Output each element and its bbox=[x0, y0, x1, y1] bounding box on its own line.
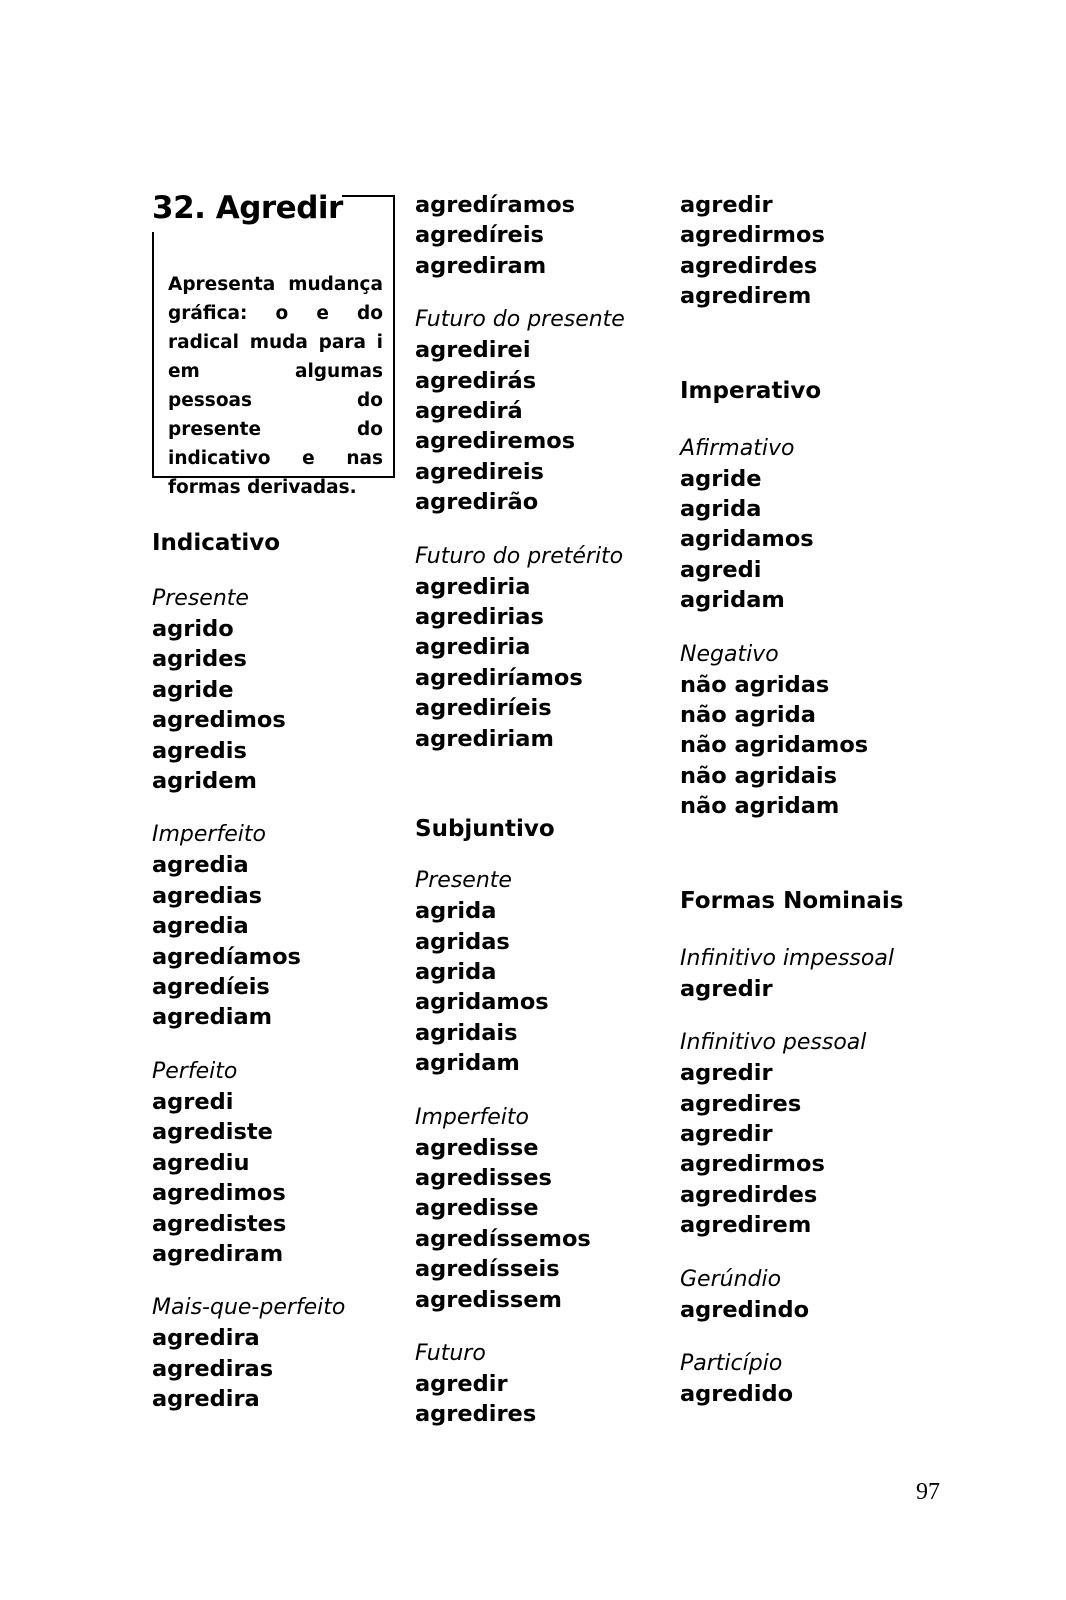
conjugated-form: agredires bbox=[415, 1401, 537, 1428]
conjugated-form: agredíeis bbox=[152, 974, 270, 1001]
conjugated-form: agride bbox=[680, 465, 762, 492]
tense-label: Presente bbox=[152, 586, 249, 611]
conjugated-form: agredirmos bbox=[680, 1151, 825, 1178]
tense-group-imperativo-afirmativo bbox=[680, 434, 980, 616]
conjugated-form: agredia bbox=[152, 852, 249, 879]
conjugation-list bbox=[415, 572, 655, 754]
conjugated-form: agridamos bbox=[415, 989, 549, 1016]
section-heading-subjuntivo: Subjuntivo bbox=[415, 816, 555, 843]
conjugated-form: agridam bbox=[415, 1050, 520, 1077]
conjugated-form: agredíssemos bbox=[415, 1225, 591, 1252]
conjugation-list bbox=[152, 850, 397, 1032]
conjugated-form: agredisse bbox=[415, 1195, 539, 1222]
section-heading-indicativo: Indicativo bbox=[152, 530, 281, 556]
conjugated-form: agrediste bbox=[152, 1119, 273, 1146]
conjugated-form: agredísseis bbox=[415, 1256, 560, 1283]
tense-label: Imperfeito bbox=[415, 1104, 529, 1130]
verb-title: 32. Agredir bbox=[152, 190, 343, 226]
conjugated-form: não agridas bbox=[680, 671, 830, 698]
conjugated-form: agredirá bbox=[415, 398, 523, 425]
tense-label: Futuro do pretérito bbox=[415, 543, 624, 569]
conjugated-form: agridamos bbox=[680, 526, 814, 553]
conjugated-form: agredíamos bbox=[152, 943, 301, 970]
conjugation-list bbox=[152, 1323, 397, 1414]
tense-group-subjuntivo-futuro bbox=[415, 1339, 655, 1430]
conjugated-form: agredir bbox=[680, 192, 773, 218]
conjugated-form: agredirão bbox=[415, 489, 539, 516]
section-heading-imperativo: Imperativo bbox=[680, 377, 822, 404]
conjugated-form: agredira bbox=[152, 1325, 260, 1352]
conjugated-form: agredir bbox=[415, 1370, 508, 1397]
tense-group-indicativo-imperfeito bbox=[152, 820, 397, 1032]
conjugation-list bbox=[680, 1058, 980, 1240]
conjugated-form: agredirias bbox=[415, 604, 544, 631]
conjugated-form: não agridais bbox=[680, 762, 837, 789]
tense-label: Perfeito bbox=[152, 1058, 238, 1084]
tense-label: Imperfeito bbox=[152, 822, 266, 848]
conjugated-form: agredirás bbox=[415, 367, 537, 394]
conjugated-form: agredia bbox=[152, 913, 249, 940]
conjugated-form: agredistes bbox=[152, 1210, 287, 1237]
tense-label: Particípio bbox=[680, 1350, 783, 1376]
tense-group-indicativo-presente bbox=[152, 584, 397, 796]
conjugated-form: agredires bbox=[680, 1090, 802, 1117]
tense-group-futuro-do-preterito bbox=[415, 542, 655, 754]
conjugated-form: agredis bbox=[152, 737, 247, 764]
conjugated-form: não agrida bbox=[680, 702, 816, 729]
conjugated-form: agredido bbox=[680, 1380, 794, 1407]
conjugated-form: agredíreis bbox=[415, 222, 544, 249]
column-3 bbox=[680, 190, 980, 1433]
conjugated-form: agrediram bbox=[152, 1240, 284, 1267]
conjugated-form: agrediríamos bbox=[415, 664, 583, 691]
frame-line bbox=[152, 232, 154, 478]
frame-line bbox=[393, 195, 395, 478]
conjugated-form: agredirmos bbox=[680, 222, 825, 249]
conjugation-list bbox=[152, 1087, 397, 1269]
column-1 bbox=[152, 190, 397, 1439]
conjugation-list bbox=[680, 190, 980, 312]
conjugated-form: agredirdes bbox=[680, 252, 818, 279]
tense-group-futuro-do-presente bbox=[415, 305, 655, 517]
tense-group-subjuntivo-presente bbox=[415, 866, 655, 1078]
conjugation-list bbox=[152, 614, 397, 796]
conjugated-form: agredir bbox=[680, 1120, 773, 1147]
tense-label: Futuro do presente bbox=[415, 307, 625, 333]
conjugated-form: agredindo bbox=[680, 1296, 810, 1323]
conjugated-form: agredimos bbox=[152, 707, 286, 734]
page-number: 97 bbox=[916, 1479, 940, 1505]
conjugated-form: agrediremos bbox=[415, 428, 576, 455]
tense-label: Afirmativo bbox=[680, 435, 795, 461]
conjugated-form: agredi bbox=[152, 1088, 234, 1115]
conjugation-list bbox=[415, 1369, 655, 1430]
conjugated-form: agrediram bbox=[415, 252, 547, 279]
tense-group-imperativo-negativo bbox=[680, 640, 980, 822]
conjugated-form: agrediriam bbox=[415, 725, 554, 752]
conjugated-form: não agridamos bbox=[680, 732, 869, 759]
conjugated-form: agrediríeis bbox=[415, 695, 552, 722]
tense-label: Futuro bbox=[415, 1340, 486, 1366]
conjugated-form: agridais bbox=[415, 1019, 518, 1046]
frame-line bbox=[342, 195, 395, 197]
conjugated-form: agredir bbox=[680, 975, 773, 1002]
conjugated-form: agredireis bbox=[415, 458, 544, 485]
conjugated-form: agredira bbox=[152, 1386, 260, 1413]
conjugation-list bbox=[415, 335, 655, 517]
conjugated-form: agredirdes bbox=[680, 1181, 818, 1208]
conjugated-form: não agridam bbox=[680, 793, 840, 820]
section-heading-formas-nominais: Formas Nominais bbox=[680, 887, 904, 914]
tense-group-participio bbox=[680, 1349, 980, 1409]
conjugated-form: agredirei bbox=[415, 337, 531, 364]
conjugated-form: agredi bbox=[680, 556, 762, 583]
conjugated-form: agrides bbox=[152, 646, 247, 673]
conjugation-list bbox=[680, 1379, 980, 1409]
tense-group-subjuntivo-imperfeito bbox=[415, 1103, 655, 1315]
verb-description: Apresenta mudança gráfica: o e do radical muda para i em algumas pessoas do presente do indicativo e nas formas derivadas. bbox=[168, 274, 383, 498]
conjugated-form: agredisses bbox=[415, 1164, 552, 1191]
conjugation-list bbox=[680, 464, 980, 616]
conjugated-form: agrediras bbox=[152, 1355, 274, 1382]
tense-label: Negativo bbox=[680, 641, 779, 667]
conjugated-form: agrediria bbox=[415, 573, 531, 600]
tense-group-infinitivo-pessoal bbox=[680, 1028, 980, 1240]
conjugation-list bbox=[680, 974, 980, 1004]
conjugation-list bbox=[680, 1295, 980, 1325]
conjugated-form: agrediu bbox=[152, 1149, 250, 1176]
conjugated-form: agredirem bbox=[680, 1212, 812, 1239]
tense-label: Infinitivo impessoal bbox=[680, 945, 894, 971]
conjugated-form: agredir bbox=[680, 1060, 773, 1087]
conjugated-form: agridem bbox=[152, 768, 257, 795]
conjugation-list bbox=[415, 896, 655, 1078]
tense-group-indicativo-perfeito bbox=[152, 1057, 397, 1269]
conjugated-form: agredisse bbox=[415, 1134, 539, 1161]
conjugated-form: agrediam bbox=[152, 1004, 273, 1031]
conjugated-form: agridam bbox=[680, 587, 785, 614]
conjugated-form: agride bbox=[152, 676, 234, 703]
tense-label: Mais-que-perfeito bbox=[152, 1295, 346, 1321]
tense-label: Presente bbox=[415, 868, 512, 894]
conjugation-list bbox=[415, 1133, 655, 1315]
conjugated-form: agredirem bbox=[680, 283, 812, 310]
tense-group-gerundio bbox=[680, 1265, 980, 1325]
tense-group-infinitivo-impessoal bbox=[680, 944, 980, 1004]
conjugated-form: agrida bbox=[415, 958, 497, 985]
conjugated-form: agrida bbox=[415, 898, 497, 925]
tense-group-subjuntivo-futuro-continued bbox=[680, 190, 980, 312]
conjugated-form: agredíramos bbox=[415, 192, 576, 218]
conjugated-form: agrida bbox=[680, 496, 762, 523]
tense-group-indicativo-mais-que-perfeito bbox=[152, 1293, 397, 1414]
conjugated-form: agridas bbox=[415, 928, 510, 955]
conjugation-list bbox=[680, 670, 980, 822]
conjugated-form: agredimos bbox=[152, 1180, 286, 1207]
column-2 bbox=[415, 190, 655, 1454]
tense-group-indicativo-mais-que-perfeito-continued bbox=[415, 190, 655, 281]
conjugated-form: agredissem bbox=[415, 1286, 562, 1313]
verb-header-box bbox=[152, 190, 395, 498]
tense-label: Gerúndio bbox=[680, 1266, 782, 1292]
tense-label: Infinitivo pessoal bbox=[680, 1030, 867, 1056]
conjugated-form: agrido bbox=[152, 616, 234, 642]
conjugation-list bbox=[415, 190, 655, 281]
conjugated-form: agrediria bbox=[415, 634, 531, 661]
conjugated-form: agredias bbox=[152, 882, 263, 909]
